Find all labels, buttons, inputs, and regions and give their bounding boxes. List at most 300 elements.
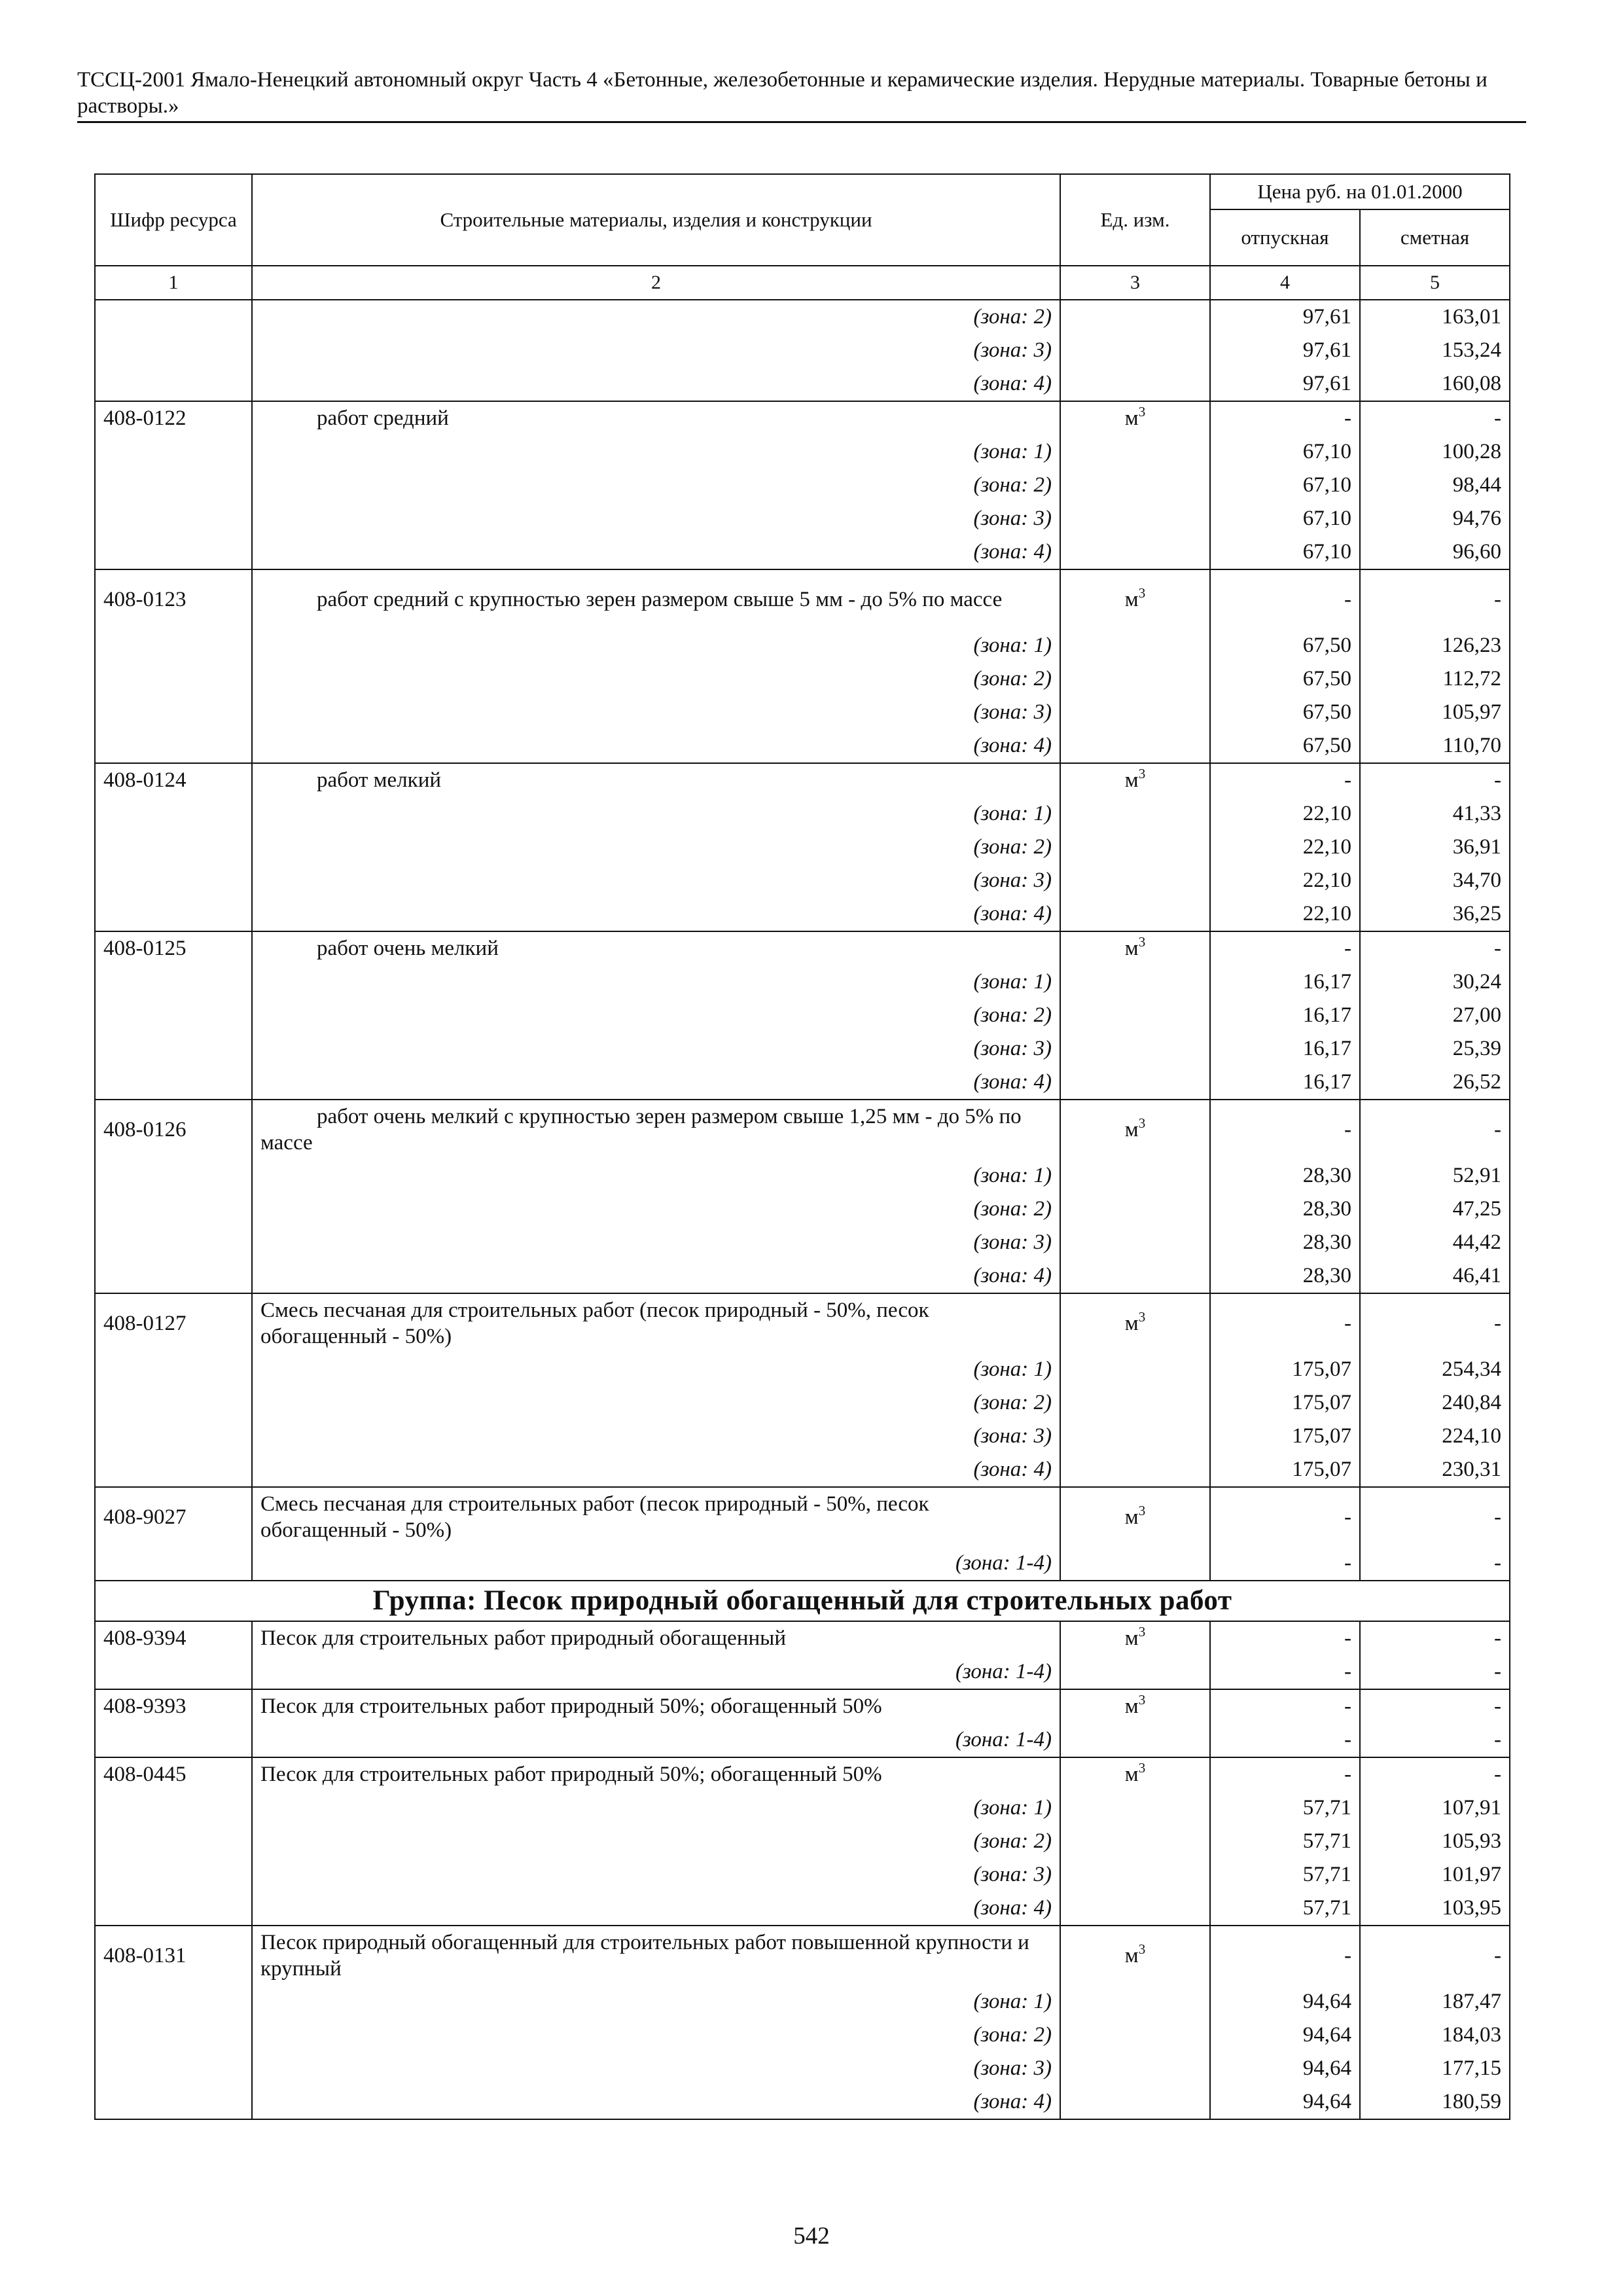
table-row <box>95 999 1510 1032</box>
release-price: 94,64 <box>1210 2085 1360 2119</box>
zone-label: (зона: 4) <box>252 2085 1060 2119</box>
unit-of-measure <box>1060 1757 1210 1791</box>
unit-empty <box>1060 1353 1210 1386</box>
table-row <box>95 1453 1510 1487</box>
table-row <box>95 502 1510 535</box>
zone-label: (зона: 1) <box>252 965 1060 999</box>
unit-empty <box>1060 629 1210 662</box>
resource-code: 408-0124 <box>95 763 252 797</box>
zone-label: (зона: 1) <box>252 629 1060 662</box>
release-price: - <box>1210 1689 1360 1723</box>
unit-empty <box>1060 696 1210 729</box>
estimate-price: - <box>1360 1689 1510 1723</box>
resource-code-empty <box>95 300 252 334</box>
material-name: работ очень мелкий с крупностью зерен размером свыше 1,25 мм - до 5% по массе <box>252 1100 1060 1159</box>
unit-empty <box>1060 897 1210 931</box>
estimate-price: 47,25 <box>1360 1193 1510 1226</box>
table-row <box>95 300 1510 334</box>
table-row <box>95 1159 1510 1193</box>
estimate-price: 98,44 <box>1360 469 1510 502</box>
table-row <box>95 1353 1510 1386</box>
resource-code-empty <box>95 1259 252 1293</box>
estimate-price: 163,01 <box>1360 300 1510 334</box>
estimate-price: 36,25 <box>1360 897 1510 931</box>
unit-exponent: 3 <box>1138 1115 1146 1131</box>
release-price: 67,50 <box>1210 729 1360 763</box>
estimate-price: 105,93 <box>1360 1825 1510 1858</box>
release-price: 57,71 <box>1210 1791 1360 1825</box>
release-price: - <box>1210 1926 1360 1985</box>
table-row <box>95 1193 1510 1226</box>
zone-label: (зона: 3) <box>252 696 1060 729</box>
unit-label: м <box>1124 1695 1139 1718</box>
resource-code: 408-9027 <box>95 1487 252 1547</box>
resource-code-empty <box>95 2052 252 2085</box>
table-row <box>95 864 1510 897</box>
estimate-price: 26,52 <box>1360 1066 1510 1100</box>
unit-exponent: 3 <box>1138 934 1146 950</box>
unit-empty <box>1060 435 1210 469</box>
zone-label: (зона: 2) <box>252 831 1060 864</box>
resource-code-empty <box>95 1353 252 1386</box>
resource-code-empty <box>95 1825 252 1858</box>
zone-label: (зона: 1) <box>252 1159 1060 1193</box>
table-row <box>95 831 1510 864</box>
resource-code-empty <box>95 1791 252 1825</box>
unit-label: м <box>1124 588 1139 611</box>
resource-code-empty <box>95 897 252 931</box>
estimate-price: 30,24 <box>1360 965 1510 999</box>
estimate-price: 254,34 <box>1360 1353 1510 1386</box>
resource-code-empty <box>95 1547 252 1581</box>
unit-exponent: 3 <box>1138 1692 1146 1708</box>
column-number: 2 <box>252 266 1060 300</box>
release-price: - <box>1210 401 1360 435</box>
resource-code-empty <box>95 662 252 696</box>
unit-empty <box>1060 1892 1210 1926</box>
resource-code-empty <box>95 1985 252 2018</box>
estimate-price: 224,10 <box>1360 1420 1510 1453</box>
resource-code-empty <box>95 1892 252 1926</box>
estimate-price: 46,41 <box>1360 1259 1510 1293</box>
zone-label: (зона: 4) <box>252 897 1060 931</box>
unit-empty <box>1060 1723 1210 1757</box>
resource-code-empty <box>95 2085 252 2119</box>
unit-exponent: 3 <box>1138 766 1146 781</box>
estimate-price: 230,31 <box>1360 1453 1510 1487</box>
estimate-price: - <box>1360 1926 1510 1985</box>
resource-code-empty <box>95 729 252 763</box>
unit-empty <box>1060 797 1210 831</box>
resource-code-empty <box>95 999 252 1032</box>
release-price: 67,10 <box>1210 435 1360 469</box>
material-name: Песок природный обогащенный для строительных работ повышенной крупности и крупный <box>252 1926 1060 1985</box>
resource-code: 408-0126 <box>95 1100 252 1159</box>
column-header-price-group: Цена руб. на 01.01.2000 <box>1210 174 1510 209</box>
table-row <box>95 1032 1510 1066</box>
table-row <box>95 965 1510 999</box>
resource-code-empty <box>95 1453 252 1487</box>
release-price: 22,10 <box>1210 831 1360 864</box>
release-price: - <box>1210 1621 1360 1655</box>
unit-exponent: 3 <box>1138 1760 1146 1776</box>
material-name: работ мелкий <box>252 763 1060 797</box>
price-table-body <box>95 300 1510 2119</box>
zone-label: (зона: 2) <box>252 300 1060 334</box>
release-price: - <box>1210 763 1360 797</box>
estimate-price: 44,42 <box>1360 1226 1510 1259</box>
release-price: 97,61 <box>1210 367 1360 401</box>
estimate-price: - <box>1360 401 1510 435</box>
resource-code-empty <box>95 864 252 897</box>
estimate-price: 126,23 <box>1360 629 1510 662</box>
unit-of-measure <box>1060 1100 1210 1159</box>
unit-label: м <box>1124 1505 1139 1529</box>
estimate-price: - <box>1360 569 1510 629</box>
estimate-price: - <box>1360 1547 1510 1581</box>
release-price: - <box>1210 931 1360 965</box>
table-row <box>95 1621 1510 1655</box>
zone-label: (зона: 2) <box>252 1825 1060 1858</box>
resource-code: 408-9393 <box>95 1689 252 1723</box>
unit-empty <box>1060 1825 1210 1858</box>
estimate-price: 110,70 <box>1360 729 1510 763</box>
column-header-name: Строительные материалы, изделия и конструкции <box>252 174 1060 266</box>
table-row <box>95 334 1510 367</box>
unit-of-measure <box>1060 1621 1210 1655</box>
unit-empty <box>1060 1547 1210 1581</box>
table-row <box>95 1066 1510 1100</box>
resource-code-empty <box>95 1723 252 1757</box>
release-price: 94,64 <box>1210 2052 1360 2085</box>
release-price: - <box>1210 1757 1360 1791</box>
estimate-price: 25,39 <box>1360 1032 1510 1066</box>
group-heading: Группа: Песок природный обогащенный для строительных работ <box>95 1581 1510 1621</box>
table-row <box>95 1655 1510 1689</box>
table-row <box>95 2052 1510 2085</box>
unit-empty <box>1060 367 1210 401</box>
resource-code-empty <box>95 502 252 535</box>
resource-code: 408-0123 <box>95 569 252 629</box>
unit-of-measure <box>1060 1689 1210 1723</box>
material-name: Песок для строительных работ природный 50%; обогащенный 50% <box>252 1689 1060 1723</box>
material-name: Смесь песчаная для строительных работ (песок природный - 50%, песок обогащенный - 50%) <box>252 1293 1060 1353</box>
unit-exponent: 3 <box>1138 1941 1146 1957</box>
table-row <box>95 2018 1510 2052</box>
column-number: 3 <box>1060 266 1210 300</box>
table-row <box>95 1926 1510 1985</box>
unit-empty <box>1060 1386 1210 1420</box>
resource-code-empty <box>95 1159 252 1193</box>
unit-empty <box>1060 1259 1210 1293</box>
unit-empty <box>1060 1858 1210 1892</box>
table-row <box>95 401 1510 435</box>
estimate-price: 187,47 <box>1360 1985 1510 2018</box>
table-row <box>95 629 1510 662</box>
release-price: 175,07 <box>1210 1386 1360 1420</box>
table-row <box>95 1892 1510 1926</box>
material-name: работ очень мелкий <box>252 931 1060 965</box>
unit-exponent: 3 <box>1138 1624 1146 1640</box>
release-price: 94,64 <box>1210 2018 1360 2052</box>
resource-code-empty <box>95 629 252 662</box>
estimate-price: - <box>1360 1487 1510 1547</box>
table-row <box>95 1825 1510 1858</box>
table-row <box>95 367 1510 401</box>
table-row <box>95 662 1510 696</box>
unit-label: м <box>1124 1118 1139 1141</box>
zone-label: (зона: 4) <box>252 1453 1060 1487</box>
unit-empty <box>1060 1066 1210 1100</box>
group-heading-row <box>95 1581 1510 1621</box>
zone-label: (зона: 2) <box>252 1386 1060 1420</box>
resource-code-empty <box>95 435 252 469</box>
estimate-price: - <box>1360 1621 1510 1655</box>
unit-label: м <box>1124 768 1139 792</box>
release-price: - <box>1210 569 1360 629</box>
release-price: - <box>1210 1100 1360 1159</box>
release-price: 28,30 <box>1210 1226 1360 1259</box>
resource-code: 408-0122 <box>95 401 252 435</box>
unit-exponent: 3 <box>1138 1309 1146 1325</box>
estimate-price: 105,97 <box>1360 696 1510 729</box>
release-price: - <box>1210 1293 1360 1353</box>
zone-label: (зона: 4) <box>252 1259 1060 1293</box>
estimate-price: - <box>1360 1723 1510 1757</box>
table-row <box>95 1100 1510 1159</box>
estimate-price: 103,95 <box>1360 1892 1510 1926</box>
unit-empty <box>1060 864 1210 897</box>
unit-label: м <box>1124 1763 1139 1786</box>
estimate-price: 101,97 <box>1360 1858 1510 1892</box>
release-price: 16,17 <box>1210 1066 1360 1100</box>
resource-code-empty <box>95 831 252 864</box>
zone-label: (зона: 1-4) <box>252 1655 1060 1689</box>
unit-label: м <box>1124 1944 1139 1967</box>
column-number: 5 <box>1360 266 1510 300</box>
release-price: 175,07 <box>1210 1453 1360 1487</box>
table-row <box>95 729 1510 763</box>
estimate-price: - <box>1360 1655 1510 1689</box>
table-row <box>95 535 1510 569</box>
unit-empty <box>1060 831 1210 864</box>
release-price: 28,30 <box>1210 1193 1360 1226</box>
unit-label: м <box>1124 1626 1139 1650</box>
unit-empty <box>1060 1985 1210 2018</box>
estimate-price: 180,59 <box>1360 2085 1510 2119</box>
material-name: Песок для строительных работ природный 50%; обогащенный 50% <box>252 1757 1060 1791</box>
resource-code-empty <box>95 696 252 729</box>
unit-empty <box>1060 1420 1210 1453</box>
estimate-price: 177,15 <box>1360 2052 1510 2085</box>
release-price: 67,50 <box>1210 662 1360 696</box>
table-row <box>95 1985 1510 2018</box>
column-number: 1 <box>95 266 252 300</box>
material-name: Смесь песчаная для строительных работ (песок природный - 50%, песок обогащенный - 50%) <box>252 1487 1060 1547</box>
estimate-price: 52,91 <box>1360 1159 1510 1193</box>
zone-label: (зона: 4) <box>252 535 1060 569</box>
table-row <box>95 897 1510 931</box>
column-header-release-price: отпускная <box>1210 209 1360 266</box>
estimate-price: 94,76 <box>1360 502 1510 535</box>
estimate-price: - <box>1360 1757 1510 1791</box>
release-price: 175,07 <box>1210 1353 1360 1386</box>
unit-exponent: 3 <box>1138 404 1146 420</box>
resource-code-empty <box>95 1193 252 1226</box>
table-row <box>95 1386 1510 1420</box>
table-row <box>95 1226 1510 1259</box>
column-header-estimate-price: сметная <box>1360 209 1510 266</box>
table-row <box>95 1791 1510 1825</box>
estimate-price: 153,24 <box>1360 334 1510 367</box>
estimate-price: 100,28 <box>1360 435 1510 469</box>
release-price: 67,10 <box>1210 502 1360 535</box>
unit-empty <box>1060 999 1210 1032</box>
release-price: 57,71 <box>1210 1825 1360 1858</box>
unit-empty <box>1060 1193 1210 1226</box>
estimate-price: - <box>1360 763 1510 797</box>
table-row <box>95 2085 1510 2119</box>
zone-label: (зона: 2) <box>252 662 1060 696</box>
unit-of-measure <box>1060 763 1210 797</box>
column-header-unit: Ед. изм. <box>1060 174 1210 266</box>
release-price: 94,64 <box>1210 1985 1360 2018</box>
resource-code: 408-0131 <box>95 1926 252 1985</box>
unit-empty <box>1060 1159 1210 1193</box>
zone-label: (зона: 1) <box>252 1985 1060 2018</box>
unit-empty <box>1060 1655 1210 1689</box>
unit-of-measure <box>1060 1293 1210 1353</box>
resource-code-empty <box>95 797 252 831</box>
estimate-price: 96,60 <box>1360 535 1510 569</box>
table-row <box>95 1293 1510 1353</box>
release-price: 28,30 <box>1210 1159 1360 1193</box>
release-price: - <box>1210 1655 1360 1689</box>
release-price: 22,10 <box>1210 797 1360 831</box>
release-price: 175,07 <box>1210 1420 1360 1453</box>
zone-label: (зона: 1) <box>252 1791 1060 1825</box>
zone-label: (зона: 3) <box>252 1420 1060 1453</box>
resource-code: 408-9394 <box>95 1621 252 1655</box>
table-row <box>95 435 1510 469</box>
resource-code-empty <box>95 469 252 502</box>
resource-code-empty <box>95 535 252 569</box>
release-price: 57,71 <box>1210 1892 1360 1926</box>
zone-label: (зона: 2) <box>252 469 1060 502</box>
zone-label: (зона: 2) <box>252 999 1060 1032</box>
resource-code-empty <box>95 2018 252 2052</box>
zone-label: (зона: 1-4) <box>252 1547 1060 1581</box>
table-row <box>95 1858 1510 1892</box>
unit-empty <box>1060 1226 1210 1259</box>
release-price: 67,10 <box>1210 469 1360 502</box>
release-price: 97,61 <box>1210 334 1360 367</box>
estimate-price: 34,70 <box>1360 864 1510 897</box>
release-price: 28,30 <box>1210 1259 1360 1293</box>
table-row <box>95 931 1510 965</box>
release-price: 22,10 <box>1210 864 1360 897</box>
resource-code-empty <box>95 1386 252 1420</box>
unit-label: м <box>1124 937 1139 960</box>
unit-empty <box>1060 662 1210 696</box>
unit-empty <box>1060 2085 1210 2119</box>
resource-code-empty <box>95 1226 252 1259</box>
release-price: - <box>1210 1723 1360 1757</box>
release-price: 67,50 <box>1210 696 1360 729</box>
resource-code: 408-0127 <box>95 1293 252 1353</box>
unit-of-measure <box>1060 1487 1210 1547</box>
material-name: Песок для строительных работ природный обогащенный <box>252 1621 1060 1655</box>
estimate-price: - <box>1360 1100 1510 1159</box>
estimate-price: 36,91 <box>1360 831 1510 864</box>
zone-label: (зона: 1) <box>252 797 1060 831</box>
resource-code-empty <box>95 367 252 401</box>
estimate-price: 41,33 <box>1360 797 1510 831</box>
estimate-price: 27,00 <box>1360 999 1510 1032</box>
resource-code-empty <box>95 334 252 367</box>
table-row <box>95 1420 1510 1453</box>
zone-label: (зона: 4) <box>252 1892 1060 1926</box>
zone-label: (зона: 1) <box>252 1353 1060 1386</box>
release-price: 16,17 <box>1210 1032 1360 1066</box>
table-row <box>95 1487 1510 1547</box>
release-price: 16,17 <box>1210 999 1360 1032</box>
unit-label: м <box>1124 406 1139 430</box>
release-price: - <box>1210 1547 1360 1581</box>
unit-empty <box>1060 965 1210 999</box>
unit-empty <box>1060 469 1210 502</box>
table-row <box>95 1259 1510 1293</box>
resource-code-empty <box>95 1655 252 1689</box>
release-price: 67,50 <box>1210 629 1360 662</box>
resource-code: 408-0445 <box>95 1757 252 1791</box>
unit-of-measure <box>1060 931 1210 965</box>
table-row <box>95 1723 1510 1757</box>
resource-code-empty <box>95 1420 252 1453</box>
unit-empty <box>1060 1453 1210 1487</box>
unit-of-measure <box>1060 1926 1210 1985</box>
zone-label: (зона: 1-4) <box>252 1723 1060 1757</box>
page-number: 542 <box>793 2223 830 2250</box>
unit-empty <box>1060 729 1210 763</box>
zone-label: (зона: 3) <box>252 2052 1060 2085</box>
material-name: работ средний <box>252 401 1060 435</box>
zone-label: (зона: 3) <box>252 1226 1060 1259</box>
release-price: - <box>1210 1487 1360 1547</box>
zone-label: (зона: 4) <box>252 729 1060 763</box>
page-header: ТССЦ-2001 Ямало-Ненецкий автономный округ Часть 4 «Бетонные, железобетонные и керамические изделия. Нерудные материалы. Товарные бетоны и растворы.» <box>77 68 1488 118</box>
zone-label: (зона: 2) <box>252 2018 1060 2052</box>
resource-code-empty <box>95 1858 252 1892</box>
zone-label: (зона: 4) <box>252 1066 1060 1100</box>
estimate-price: - <box>1360 931 1510 965</box>
estimate-price: - <box>1360 1293 1510 1353</box>
unit-label: м <box>1124 1312 1139 1335</box>
price-table <box>94 173 1510 2120</box>
unit-exponent: 3 <box>1138 585 1146 601</box>
column-number: 4 <box>1210 266 1360 300</box>
unit-empty <box>1060 1032 1210 1066</box>
estimate-price: 107,91 <box>1360 1791 1510 1825</box>
table-row <box>95 763 1510 797</box>
resource-code-empty <box>95 1066 252 1100</box>
release-price: 57,71 <box>1210 1858 1360 1892</box>
zone-label: (зона: 2) <box>252 1193 1060 1226</box>
zone-label: (зона: 3) <box>252 864 1060 897</box>
release-price: 97,61 <box>1210 300 1360 334</box>
release-price: 16,17 <box>1210 965 1360 999</box>
estimate-price: 160,08 <box>1360 367 1510 401</box>
